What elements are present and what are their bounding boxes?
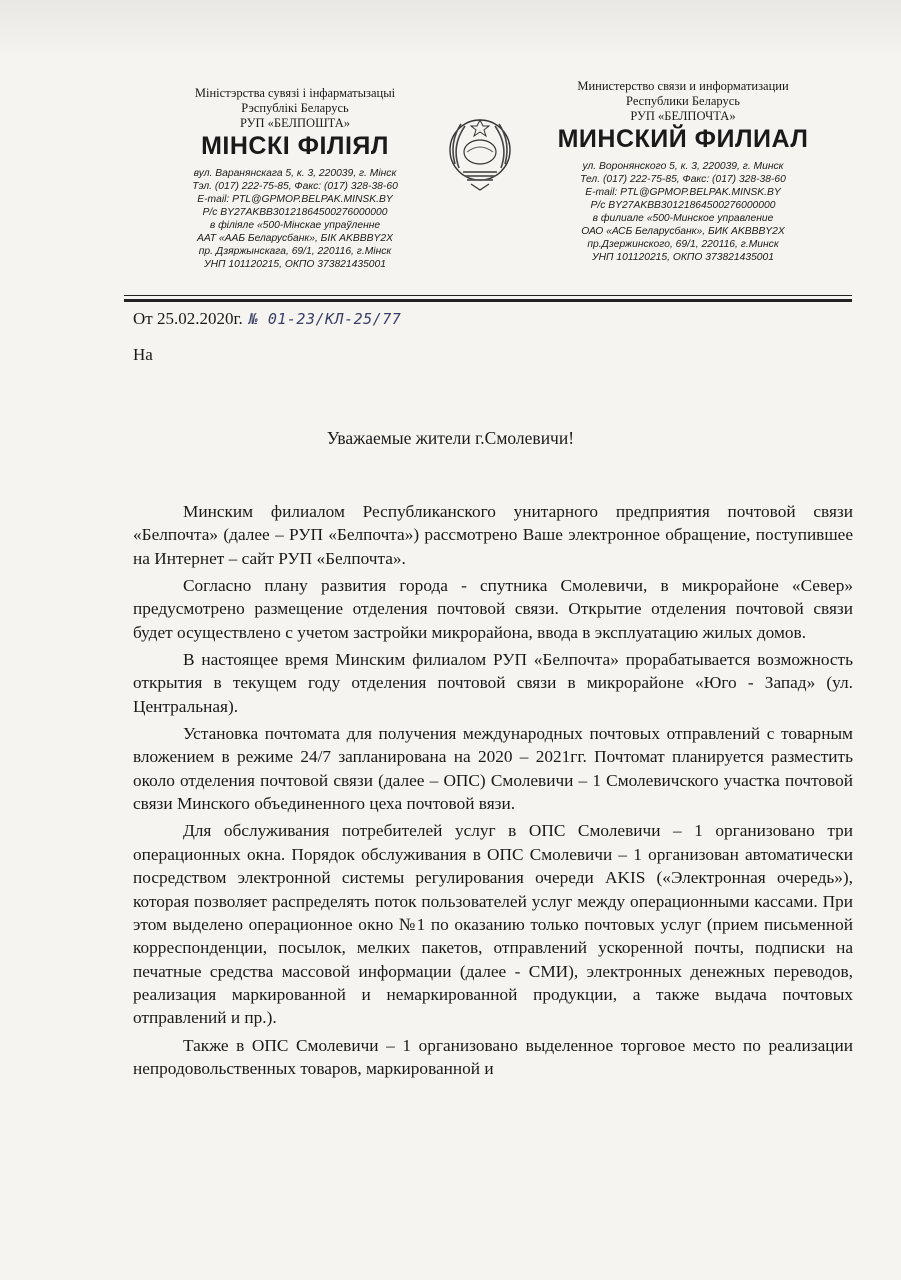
bank-name-ru: ОАО «АСБ Беларусбанк», БИК AKBBBY2X	[581, 226, 785, 237]
paragraph: Минским филиалом Республиканского унитарного предприятия почтовой связи «Белпочта» (далее – РУП «Белпочта») рассмотрено Ваше электронное обращение, поступившее на Интернет – сайт РУП «Белпочта».	[133, 502, 853, 568]
paragraph: Установка почтомата для получения международных почтовых отправлений с товарным вложением в режиме 24/7 запланирована на 2020 – 2021гг. Почтомат планируется разместить около отделения почтовой связи (далее – ОПС) Смолевичи – 1 Смолевичского участка почтовой связи Минского объединенного цеха почтовой вязи.	[133, 724, 853, 814]
email-be: E-mail: PTL@GPMOP.BELPAK.MINSK.BY	[197, 194, 393, 205]
branch-name-ru: МИНСКИЙ ФИЛИАЛ	[557, 125, 809, 153]
date-line	[133, 309, 401, 329]
bank-address-ru: пр.Дзержинского, 69/1, 220116, г.Минск	[587, 239, 779, 250]
country-name-be: Рэспублікі Беларусь	[241, 101, 349, 115]
org-name-be: РУП «БЕЛПОШТА»	[240, 116, 350, 130]
state-emblem-icon	[441, 112, 519, 196]
paragraph: Для обслуживания потребителей услуг в ОПС Смолевичи – 1 организовано три операционных окна. Порядок обслуживания в ОПС Смолевичи – 1 организован автоматически посредством электронной системы регулирования очереди AKIS («Электронная очередь»), которая позволяет распределять поток пользователей услуг между операционными кассами. При этом выделено операционное окно №1 по оказанию только почтовых услуг (прием письменной корреспонденции, посылок, мелких пакетов, отправлений ускоренной почты, подписки на печатные средства массовой информации (далее - СМИ), электронных денежных переводов, реализация маркированной и немаркированной продукции, а также выдача почтовых отправлений и пр.).	[133, 821, 853, 1028]
bank-branch-be: в філіяле «500-Мінскае упраўленне	[209, 220, 381, 231]
address-be: вул. Варанянскага 5, к. 3, 220039, г. Мінск	[193, 168, 397, 179]
email-ru: E-mail: PTL@GPMOP.BELPAK.MINSK.BY	[585, 187, 781, 198]
ministry-name-ru: Министерство связи и информатизации	[577, 79, 789, 93]
phone-fax-ru: Тел. (017) 222-75-85, Факс: (017) 328-38-60	[580, 174, 786, 185]
handwritten-reference-number: № 01-23/КЛ-25/77	[248, 310, 402, 328]
account-be: P/c BY27AKBB30121864500276000000	[202, 207, 388, 218]
address-ru: ул. Воронянского 5, к. 3, 220039, г. Минск	[582, 161, 784, 172]
letterhead-russian	[528, 79, 838, 264]
scan-shadow	[0, 0, 901, 60]
tax-ids-ru: УНП 101120215, ОКПО 373821435001	[592, 252, 774, 263]
letter-date: От 25.02.2020г.	[133, 309, 243, 328]
ministry-name-be: Міністэрства сувязі і інфарматызацыі	[194, 86, 396, 100]
bank-branch-ru: в филиале «500-Минское управление	[592, 213, 774, 224]
bank-name-be: ААТ «ААБ Беларусбанк», БІК AKBBBY2X	[197, 233, 393, 244]
letterhead-belarusian	[150, 86, 440, 271]
paragraph: В настоящее время Минским филиалом РУП «Белпочта» прорабатывается возможность открытия в текущем году отделения почтовой связи в микрорайоне «Юго - Запад» (ул. Центральная).	[133, 650, 853, 716]
salutation: Уважаемые жители г.Смолевичи!	[326, 428, 575, 448]
paragraph: Также в ОПС Смолевичи – 1 организовано выделенное торговое место по реализации непродовольственных товаров, маркированной и	[133, 1035, 853, 1078]
country-name-ru: Республики Беларусь	[626, 94, 740, 108]
header-divider-thick	[124, 299, 852, 302]
org-name-ru: РУП «БЕЛПОЧТА»	[630, 109, 736, 123]
addressee-label: На	[133, 345, 153, 364]
phone-fax-be: Тэл. (017) 222-75-85, Факс: (017) 328-38-60	[192, 181, 398, 192]
paragraph: Согласно плану развития города - спутника Смолевичи, в микрорайоне «Север» предусмотрено размещение отделения почтовой связи. Открытие отделения почтовой связи будет осуществлено с учетом застройки микрорайона, ввода в эксплуатацию жилых домов.	[133, 576, 853, 642]
letter-body	[133, 500, 853, 1084]
bank-address-be: пр. Дзяржынскага, 69/1, 220116, г.Мінск	[198, 246, 392, 257]
account-ru: P/c BY27AKBB30121864500276000000	[590, 200, 776, 211]
tax-ids-be: УНП 101120215, ОКПО 373821435001	[204, 259, 386, 270]
header-divider-thin	[124, 295, 852, 296]
branch-name-be: МІНСКІ ФІЛІЯЛ	[201, 132, 389, 160]
